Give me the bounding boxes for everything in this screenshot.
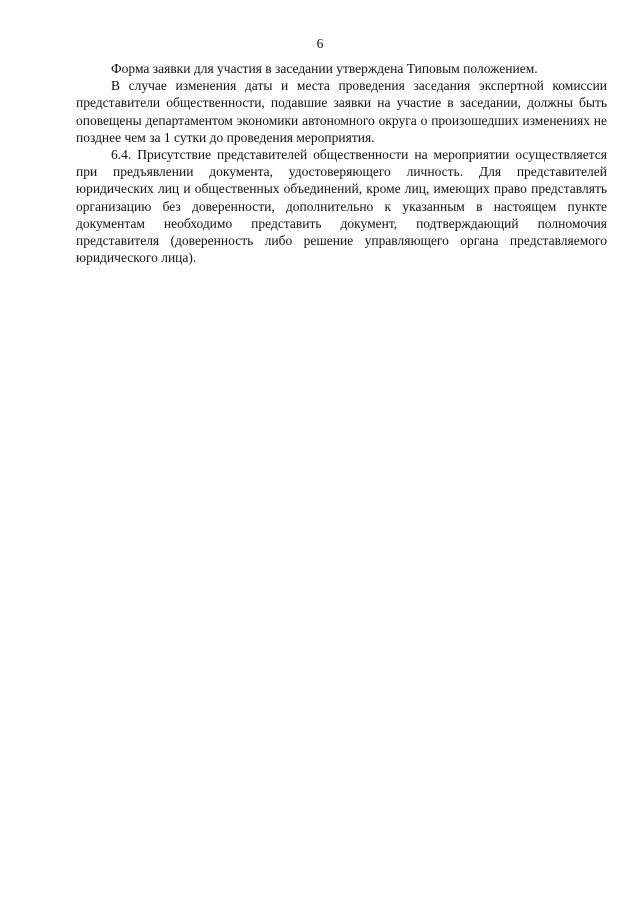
paragraph-application-form: Форма заявки для участия в заседании утверждена Типовым положением. bbox=[111, 61, 538, 76]
document-body bbox=[76, 60, 607, 266]
page-number: 6 bbox=[316, 36, 324, 51]
paragraph-date-change: В случае изменения даты и места проведения заседания экспертной комиссии представители общественности, подавшие заявки на участие в заседании, должны быть оповещены департаментом экономики автономного округа о произошедших изменениях не позднее чем за 1 сутки до проведения мероприятия. bbox=[76, 78, 607, 145]
paragraph-6-4-attendance: 6.4. Присутствие представителей общественности на мероприятии осуществляется при предъявлении документа, удостоверяющего личность. Для представителей юридических лиц и общественных объединений, кроме лиц, имеющих право представлять организацию без доверенности, дополнительно к указанным в настоящем пункте документам необходимо представить документ, подтверждающий полномочия представителя (доверенность либо решение управляющего органа представляемого юридического лица). bbox=[76, 147, 607, 266]
